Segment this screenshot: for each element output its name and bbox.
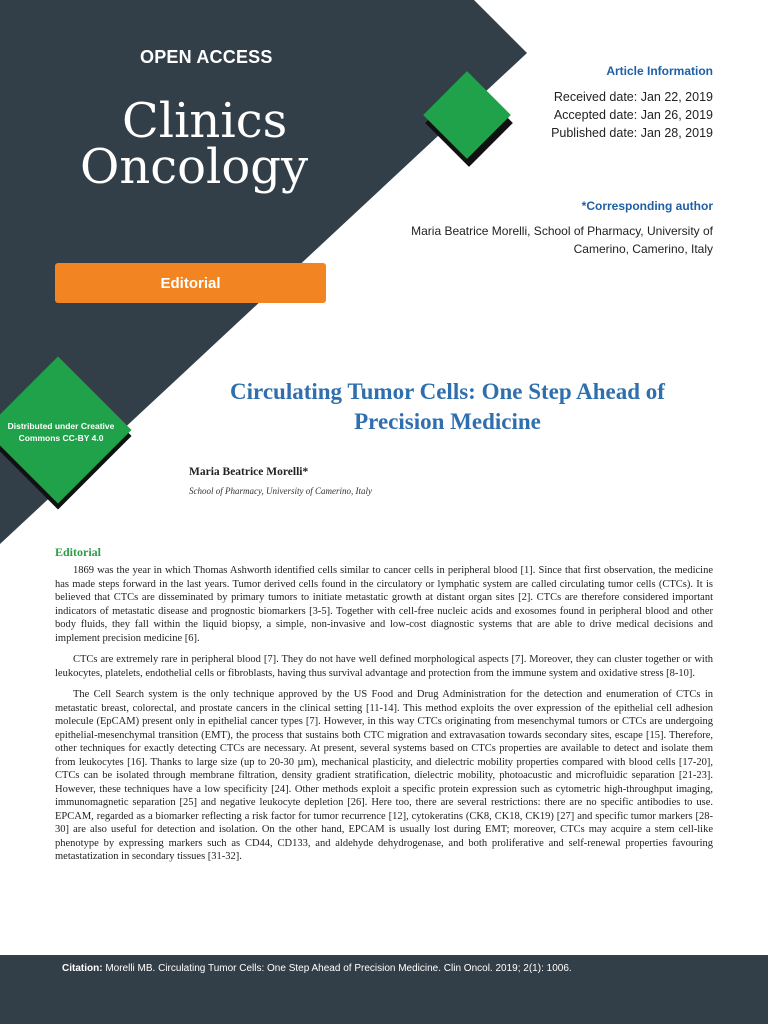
article-info-heading: Article Information <box>606 64 713 78</box>
license-text: Distributed under Creative Commons CC-BY 4.0 <box>7 421 115 443</box>
journal-logo <box>80 93 309 195</box>
corresponding-author-text: Maria Beatrice Morelli, School of Pharmacy, University of Camerino, Camerino, Italy <box>411 224 713 256</box>
citation-label: Citation: <box>62 963 103 974</box>
corresponding-author-heading: *Corresponding author <box>581 199 713 213</box>
article-information <box>551 64 713 142</box>
received-date: Received date: Jan 22, 2019 <box>553 90 713 104</box>
paragraph: CTCs are extremely rare in peripheral blood [7]. They do not have well defined morphological aspects [7]. Moreover, they can cluster together or with leukocytes, platelets, endothelial cells or fibroblasts, having thus survival advantage and protection from the immune system and oxidative stress [8-10]. <box>55 654 713 679</box>
paragraph: 1869 was the year in which Thomas Ashworth identified cells similar to cancer cells in peripheral blood [1]. Since that first observation, the medicine has made steps forward in the last years. Tumor derived cells found in the circulatory or lymphatic system are called circulating tumor cells (CTCs). It is believed that CTCs are disseminated by primary tumors to initiate metastatic growth at distant organ sites [2]. CTCs are therefore considered important indicators of metastatic disease and prognostic biomarkers [3-5]. Together with cell-free nucleic acids and exosomes found in peripheral blood and other body fluids, they fall within the liquid biopsy, a simple, non-invasive and low-cost diagnostic systems that are able to drive medical decisions and implement precision medicine [6]. <box>55 565 713 644</box>
corresponding-author <box>373 199 713 258</box>
article-type-badge: Editorial <box>55 263 326 303</box>
citation <box>62 963 572 974</box>
accepted-date: Accepted date: Jan 26, 2019 <box>553 108 713 122</box>
citation-text: Morelli MB. Circulating Tumor Cells: One Step Ahead of Precision Medicine. Clin Oncol. 2019; 2(1): 1006. <box>105 963 572 974</box>
open-access-label: OPEN ACCESS <box>140 47 273 67</box>
paragraph: The Cell Search system is the only technique approved by the US Food and Drug Administration for the detection and enumeration of CTCs in metastatic breast, colorectal, and prostate cancers in the clinical setting [11-14]. This method exploits the over expression of the epithelial cell adhesion molecule (EpCAM) present only in epithelial cancer types [7]. However, in this way CTCs originating from mesenchymal tumors or CTCs are undergoing epithelial-mesenchymal transition (EMT), the process that sustains both CTC migration and extravasation towards secondary sites, escape [15]. Therefore, other techniques for exactly detecting CTCs are necessary. At present, several systems based on CTCs properties are available to detect and isolate them from leukocytes [16]. Thanks to large size (up to 20-30 µm), mechanical plasticity, and dielectric mobility properties compared with blood cells [17-20], CTCs can be isolated through membrane filtration, density gradient stratification, dielectric mobility, photoacustic and microfluidic separation [21-23]. However, these techniques have a low specificity [24]. Other methods exploit a specific protein expression such as cytometric high-throughput imaging, immunomagnetic separation [25] and negative leukocyte depletion [26]. Here too, there are several restrictions: there are no specific antibodies to use. EPCAM, regarded as a biomarker reflecting a risk factor for tumor recurrence [12], cytokeratins (CK8, CK18, CK19) [27] and specific tumor markers [28-30] are also useful for detection and isolation. On the other hand, EPCAM is usually lost during EMT; moreover, CTCs may acquire a stem cell-like phenotype by expressing markers such as CD44, CD133, and aldehyde dehydrogenase, and both proliferative and self-renewal properties favouring metastatization in secondary tissues [31-32]. <box>55 689 713 862</box>
article-body <box>55 564 713 872</box>
journal-name-line1: Clinics <box>122 93 288 149</box>
section-heading: Editorial <box>55 545 102 559</box>
published-date: Published date: Jan 28, 2019 <box>551 126 713 140</box>
journal-name-line2: Oncology <box>80 139 309 195</box>
article-title: Circulating Tumor Cells: One Step Ahead of Precision Medicine <box>230 379 665 434</box>
author-name: Maria Beatrice Morelli* <box>189 466 309 478</box>
author-affiliation: School of Pharmacy, University of Camerino, Italy <box>189 486 372 496</box>
